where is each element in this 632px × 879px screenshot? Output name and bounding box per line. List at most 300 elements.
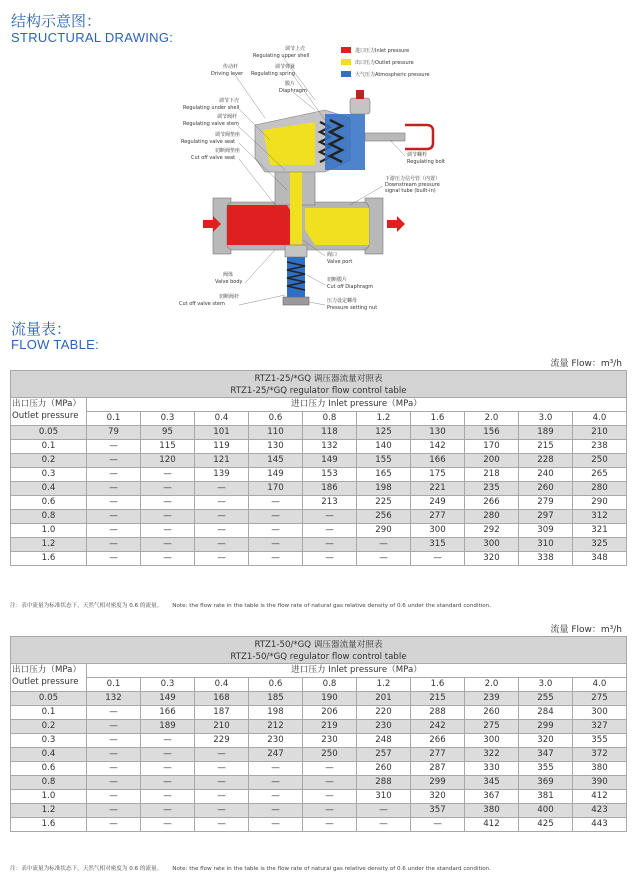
outlet-pressure-cell: 0.2 bbox=[11, 720, 87, 734]
callout-setting-nut-cn: 压力设定螺母 bbox=[327, 298, 358, 304]
callout-valve-port-en: Valve port bbox=[327, 259, 353, 265]
flow-value-cell: 380 bbox=[573, 762, 627, 776]
flow-value-cell: 330 bbox=[465, 762, 519, 776]
legend-swatch-inlet bbox=[341, 47, 351, 53]
table-title-cn: RTZ1-50/*GQ 调压器流量对照表 bbox=[254, 639, 383, 650]
flow-value-cell: 118 bbox=[303, 426, 357, 440]
flow-value-cell: 130 bbox=[249, 440, 303, 454]
outlet-header-cn: 出口压力（MPa） bbox=[12, 665, 82, 675]
legend-outlet: 出口压力Outlet pressure bbox=[355, 60, 414, 66]
flow-value-cell: 299 bbox=[411, 776, 465, 790]
flow-value-cell: 400 bbox=[519, 804, 573, 818]
table-row bbox=[11, 440, 627, 454]
legend-atmospheric: 大气压力Atmospheric pressure bbox=[355, 72, 430, 78]
flow-value-cell: 149 bbox=[303, 454, 357, 468]
table-title-row bbox=[11, 371, 627, 398]
flow-value-cell: 320 bbox=[411, 790, 465, 804]
inlet-col: 3.0 bbox=[519, 412, 573, 426]
flow-value-cell: 250 bbox=[573, 454, 627, 468]
inlet-col: 4.0 bbox=[573, 678, 627, 692]
flow-value-cell: 142 bbox=[411, 440, 465, 454]
inlet-col: 0.3 bbox=[141, 412, 195, 426]
flow-value-cell: — bbox=[195, 552, 249, 566]
flow-value-cell: 79 bbox=[87, 426, 141, 440]
flow-value-cell: 228 bbox=[519, 454, 573, 468]
flow-value-cell: 315 bbox=[411, 538, 465, 552]
flow-value-cell: 265 bbox=[573, 468, 627, 482]
flow-value-cell: — bbox=[303, 762, 357, 776]
inlet-values-row bbox=[11, 678, 627, 692]
flow-value-cell: — bbox=[87, 510, 141, 524]
table1-note bbox=[10, 601, 491, 609]
table-row bbox=[11, 468, 627, 482]
flow-value-cell: 367 bbox=[465, 790, 519, 804]
flow-value-cell: 412 bbox=[573, 790, 627, 804]
flow-value-cell: 266 bbox=[465, 496, 519, 510]
flow-value-cell: 215 bbox=[519, 440, 573, 454]
flow-value-cell: — bbox=[141, 538, 195, 552]
inlet-header-row bbox=[11, 664, 627, 678]
legend-inlet: 进口压力Inlet pressure bbox=[355, 48, 410, 54]
table-row bbox=[11, 538, 627, 552]
outlet-pressure-cell: 0.6 bbox=[11, 762, 87, 776]
flow-value-cell: 320 bbox=[519, 734, 573, 748]
callout-bolt-cn: 调节螺栓 bbox=[407, 152, 428, 158]
flow-value-cell: 166 bbox=[411, 454, 465, 468]
inlet-col: 0.4 bbox=[195, 678, 249, 692]
outlet-pressure-header bbox=[11, 664, 87, 692]
flow-value-cell: — bbox=[141, 734, 195, 748]
flow-value-cell: 277 bbox=[411, 748, 465, 762]
flow-value-cell: — bbox=[249, 818, 303, 832]
flow-value-cell: 190 bbox=[303, 692, 357, 706]
flow-value-cell: 357 bbox=[411, 804, 465, 818]
flow-heading-cn: 流量表： bbox=[11, 320, 72, 338]
table-row bbox=[11, 706, 627, 720]
table-row bbox=[11, 454, 627, 468]
flow-value-cell: 170 bbox=[465, 440, 519, 454]
flow-value-cell: 155 bbox=[357, 454, 411, 468]
inlet-col: 4.0 bbox=[573, 412, 627, 426]
note-en: Note: the flow rate in the table is the flow rate of natural gas relative density of 0.6 under the standard condition. bbox=[172, 866, 491, 872]
outlet-pressure-cell: 0.1 bbox=[11, 440, 87, 454]
flow-value-cell: — bbox=[303, 804, 357, 818]
inlet-col: 0.8 bbox=[303, 412, 357, 426]
flow-value-cell: 189 bbox=[141, 720, 195, 734]
table-row bbox=[11, 482, 627, 496]
note-cn: 注：表中流量为标准状态下，天然气相对密度为 0.6 的流量。 bbox=[10, 603, 163, 609]
flow-value-cell: 110 bbox=[249, 426, 303, 440]
callout-bolt-en: Regulating bolt bbox=[407, 159, 445, 165]
flow-value-cell: — bbox=[87, 440, 141, 454]
flow-value-cell: — bbox=[87, 776, 141, 790]
flow-value-cell: — bbox=[303, 552, 357, 566]
inlet-col: 0.3 bbox=[141, 678, 195, 692]
flow-value-cell: 275 bbox=[573, 692, 627, 706]
flow-value-cell: 325 bbox=[573, 538, 627, 552]
flow-value-cell: — bbox=[195, 804, 249, 818]
structural-drawing bbox=[175, 40, 475, 325]
flow-value-cell: 381 bbox=[519, 790, 573, 804]
callout-leaders bbox=[235, 57, 405, 305]
flow-value-cell: 290 bbox=[573, 496, 627, 510]
outlet-pressure-cell: 0.2 bbox=[11, 454, 87, 468]
flow-value-cell: 292 bbox=[465, 524, 519, 538]
flow-value-cell: 165 bbox=[357, 468, 411, 482]
table-row bbox=[11, 552, 627, 566]
flow-value-cell: — bbox=[411, 552, 465, 566]
flow-value-cell: — bbox=[357, 804, 411, 818]
flow-value-cell: 322 bbox=[465, 748, 519, 762]
legend-swatch-outlet bbox=[341, 59, 351, 65]
table-row bbox=[11, 496, 627, 510]
flow-value-cell: — bbox=[87, 734, 141, 748]
flow-value-cell: 280 bbox=[465, 510, 519, 524]
flow-value-cell: 101 bbox=[195, 426, 249, 440]
callout-diaphragm-en: Diaphragm bbox=[279, 88, 307, 94]
flow-value-cell: 277 bbox=[411, 510, 465, 524]
flow-value-cell: — bbox=[357, 538, 411, 552]
flow-value-cell: 300 bbox=[411, 524, 465, 538]
flow-value-cell: 249 bbox=[411, 496, 465, 510]
table-title-row bbox=[11, 637, 627, 664]
callout-signal-cn: 下游压力信号管（内置） bbox=[385, 176, 441, 182]
table-body bbox=[11, 692, 627, 832]
flow-value-cell: — bbox=[141, 748, 195, 762]
flow-value-cell: — bbox=[357, 552, 411, 566]
flow-value-cell: — bbox=[87, 552, 141, 566]
flow-value-cell: — bbox=[303, 776, 357, 790]
callout-under-shell-en: Regulating under shell bbox=[183, 105, 240, 111]
callout-spring-en: Regulating spring bbox=[251, 71, 295, 77]
flow-value-cell: 279 bbox=[519, 496, 573, 510]
table2-note bbox=[10, 864, 491, 872]
table-body bbox=[11, 426, 627, 566]
flow-value-cell: 255 bbox=[519, 692, 573, 706]
flow-value-cell: 321 bbox=[573, 524, 627, 538]
table-row bbox=[11, 804, 627, 818]
flow-value-cell: — bbox=[303, 818, 357, 832]
flow-value-cell: 212 bbox=[249, 720, 303, 734]
outlet-header-cn: 出口压力（MPa） bbox=[12, 399, 82, 409]
flow-heading-en: FLOW TABLE: bbox=[11, 337, 100, 352]
flow-value-cell: 201 bbox=[357, 692, 411, 706]
flow-value-cell: 229 bbox=[195, 734, 249, 748]
outlet-pressure-cell: 1.0 bbox=[11, 524, 87, 538]
flow-value-cell: — bbox=[249, 790, 303, 804]
structure-heading-en: STRUCTURAL DRAWING: bbox=[11, 30, 174, 45]
callout-cut-stem-en: Cut off valve stem bbox=[179, 301, 225, 307]
flow-value-cell: 213 bbox=[303, 496, 357, 510]
outlet-pressure-cell: 1.2 bbox=[11, 538, 87, 552]
outlet-pressure-cell: 0.05 bbox=[11, 426, 87, 440]
flow-value-cell: — bbox=[195, 818, 249, 832]
flow-value-cell: 206 bbox=[303, 706, 357, 720]
flow-value-cell: 220 bbox=[357, 706, 411, 720]
flow-value-cell: — bbox=[249, 776, 303, 790]
inlet-col: 2.0 bbox=[465, 678, 519, 692]
flow-value-cell: 412 bbox=[465, 818, 519, 832]
callout-valve-stem-en: Regulating valve stem bbox=[183, 121, 239, 127]
flow-value-cell: — bbox=[87, 720, 141, 734]
flow-value-cell: 248 bbox=[357, 734, 411, 748]
table-row bbox=[11, 720, 627, 734]
flow-value-cell: 247 bbox=[249, 748, 303, 762]
flow-value-cell: 145 bbox=[249, 454, 303, 468]
callout-cut-diaphragm-cn: 切断膜片 bbox=[327, 277, 348, 283]
outlet-pressure-cell: 0.6 bbox=[11, 496, 87, 510]
outlet-pressure-cell: 0.4 bbox=[11, 748, 87, 762]
inlet-col: 3.0 bbox=[519, 678, 573, 692]
callout-cut-stem-cn: 切断阀杆 bbox=[219, 294, 240, 300]
flow-value-cell: 200 bbox=[465, 454, 519, 468]
flow-value-cell: 156 bbox=[465, 426, 519, 440]
flow-value-cell: 297 bbox=[519, 510, 573, 524]
outlet-pressure-cell: 1.0 bbox=[11, 790, 87, 804]
flow-value-cell: 185 bbox=[249, 692, 303, 706]
flow-value-cell: 287 bbox=[411, 762, 465, 776]
flow-value-cell: — bbox=[249, 524, 303, 538]
flow-value-cell: — bbox=[141, 496, 195, 510]
flow-value-cell: 355 bbox=[573, 734, 627, 748]
flow-value-cell: — bbox=[357, 818, 411, 832]
flow-table-rtz1-50 bbox=[10, 636, 627, 832]
flow-value-cell: 300 bbox=[465, 734, 519, 748]
flow-value-cell: 309 bbox=[519, 524, 573, 538]
outlet-pressure-cell: 0.05 bbox=[11, 692, 87, 706]
flow-value-cell: 299 bbox=[519, 720, 573, 734]
flow-value-cell: 218 bbox=[465, 468, 519, 482]
flow-value-cell: 225 bbox=[357, 496, 411, 510]
flow-value-cell: — bbox=[195, 748, 249, 762]
flow-value-cell: 345 bbox=[465, 776, 519, 790]
callout-under-shell-cn: 调节下壳 bbox=[219, 98, 240, 104]
table-row bbox=[11, 790, 627, 804]
outlet-pressure-cell: 1.2 bbox=[11, 804, 87, 818]
table-title bbox=[11, 637, 627, 664]
flow-value-cell: 372 bbox=[573, 748, 627, 762]
flow-value-cell: 250 bbox=[303, 748, 357, 762]
flow-value-cell: — bbox=[141, 818, 195, 832]
flow-value-cell: 338 bbox=[519, 552, 573, 566]
table-title-en: RTZ1-50/*GQ regulator flow control table bbox=[230, 651, 407, 662]
inlet-col: 1.2 bbox=[357, 412, 411, 426]
flow-value-cell: — bbox=[87, 454, 141, 468]
flow-value-cell: 242 bbox=[411, 720, 465, 734]
flow-value-cell: 380 bbox=[465, 804, 519, 818]
flow-value-cell: — bbox=[303, 510, 357, 524]
flow-value-cell: — bbox=[87, 706, 141, 720]
flow-value-cell: — bbox=[141, 790, 195, 804]
flow-value-cell: 235 bbox=[465, 482, 519, 496]
flow-value-cell: 320 bbox=[465, 552, 519, 566]
flow-value-cell: 425 bbox=[519, 818, 573, 832]
flow-value-cell: 348 bbox=[573, 552, 627, 566]
note-en: Note: the flow rate in the table is the flow rate of natural gas relative density of 0.6 under the standard condition. bbox=[172, 603, 491, 609]
inlet-values-row bbox=[11, 412, 627, 426]
outlet-header-en: Outlet pressure bbox=[12, 411, 79, 421]
table-title bbox=[11, 371, 627, 398]
flow-value-cell: 210 bbox=[195, 720, 249, 734]
flow-value-cell: — bbox=[303, 790, 357, 804]
table-row bbox=[11, 524, 627, 538]
callout-cutoff-seat-cn: 切断阀垫座 bbox=[215, 148, 241, 154]
inlet-col: 0.1 bbox=[87, 412, 141, 426]
structure-heading-cn: 结构示意图： bbox=[11, 12, 102, 30]
flow-value-cell: 310 bbox=[519, 538, 573, 552]
flow-value-cell: 170 bbox=[249, 482, 303, 496]
table-row bbox=[11, 734, 627, 748]
table-title-en: RTZ1-25/*GQ regulator flow control table bbox=[230, 385, 407, 396]
flow-value-cell: — bbox=[141, 524, 195, 538]
flow-value-cell: 198 bbox=[249, 706, 303, 720]
outlet-pressure-cell: 0.3 bbox=[11, 468, 87, 482]
flow-value-cell: — bbox=[303, 524, 357, 538]
flow-value-cell: 423 bbox=[573, 804, 627, 818]
flow-value-cell: 125 bbox=[357, 426, 411, 440]
table-row bbox=[11, 776, 627, 790]
flow-value-cell: — bbox=[141, 804, 195, 818]
outlet-pressure-cell: 1.6 bbox=[11, 552, 87, 566]
flow-value-cell: 284 bbox=[519, 706, 573, 720]
legend-swatch-atmospheric bbox=[341, 71, 351, 77]
callout-valve-seat-en: Regulating valve seat bbox=[181, 139, 236, 145]
flow-value-cell: 230 bbox=[249, 734, 303, 748]
callout-driving-lever-en: Driving lever bbox=[211, 71, 244, 77]
callout-signal-en1: Downstream pressure bbox=[385, 182, 440, 188]
outlet-pressure-cell: 0.1 bbox=[11, 706, 87, 720]
flow-value-cell: 260 bbox=[357, 762, 411, 776]
pressure-legend bbox=[341, 47, 430, 78]
flow-value-cell: — bbox=[141, 552, 195, 566]
flow-table-rtz1-25 bbox=[10, 370, 627, 566]
flow-value-cell: 310 bbox=[357, 790, 411, 804]
flow-value-cell: — bbox=[195, 790, 249, 804]
flow-value-cell: 121 bbox=[195, 454, 249, 468]
flow-value-cell: — bbox=[87, 524, 141, 538]
callout-upper-shell-cn: 调节上壳 bbox=[285, 46, 306, 52]
callout-cutoff-seat-en: Cut off valve seat bbox=[191, 155, 236, 161]
flow-value-cell: 215 bbox=[411, 692, 465, 706]
outlet-header-en: Outlet pressure bbox=[12, 677, 79, 687]
table-row bbox=[11, 426, 627, 440]
flow-value-cell: — bbox=[87, 790, 141, 804]
flow-value-cell: 290 bbox=[357, 524, 411, 538]
table2-unit: 流量 Flow：m³/h bbox=[550, 625, 622, 635]
inlet-col: 1.6 bbox=[411, 412, 465, 426]
flow-value-cell: — bbox=[87, 748, 141, 762]
callout-cut-diaphragm-en: Cut off Diaphragm bbox=[327, 284, 374, 290]
callout-body-cn: 阀体 bbox=[223, 272, 234, 278]
flow-value-cell: 280 bbox=[573, 482, 627, 496]
flow-value-cell: 189 bbox=[519, 426, 573, 440]
flow-value-cell: 219 bbox=[303, 720, 357, 734]
table-row bbox=[11, 510, 627, 524]
callout-setting-nut-en: Pressure setting nut bbox=[327, 305, 378, 311]
flow-value-cell: 166 bbox=[141, 706, 195, 720]
flow-value-cell: 266 bbox=[411, 734, 465, 748]
flow-value-cell: — bbox=[195, 482, 249, 496]
flow-value-cell: — bbox=[87, 482, 141, 496]
flow-value-cell: 198 bbox=[357, 482, 411, 496]
table-row bbox=[11, 818, 627, 832]
flow-value-cell: — bbox=[195, 762, 249, 776]
flow-value-cell: 312 bbox=[573, 510, 627, 524]
flow-value-cell: 238 bbox=[573, 440, 627, 454]
flow-value-cell: 210 bbox=[573, 426, 627, 440]
flow-value-cell: — bbox=[249, 538, 303, 552]
regulator-diagram bbox=[175, 40, 475, 325]
flow-value-cell: — bbox=[195, 538, 249, 552]
callout-signal-en2: signal tube (built-in) bbox=[385, 188, 436, 194]
flow-value-cell: — bbox=[141, 482, 195, 496]
callout-driving-lever-cn: 传动杆 bbox=[223, 64, 239, 70]
inlet-col: 0.1 bbox=[87, 678, 141, 692]
flow-value-cell: — bbox=[249, 762, 303, 776]
flow-value-cell: 130 bbox=[411, 426, 465, 440]
inlet-pressure-header: 进口压力 Inlet pressure（MPa） bbox=[87, 398, 627, 412]
flow-value-cell: 260 bbox=[465, 706, 519, 720]
flow-value-cell: 120 bbox=[141, 454, 195, 468]
flow-value-cell: 230 bbox=[303, 734, 357, 748]
flow-value-cell: — bbox=[411, 818, 465, 832]
callout-diaphragm-cn: 膜片 bbox=[285, 81, 296, 87]
flow-value-cell: 257 bbox=[357, 748, 411, 762]
flow-value-cell: 132 bbox=[303, 440, 357, 454]
inlet-col: 1.2 bbox=[357, 678, 411, 692]
flow-value-cell: — bbox=[87, 538, 141, 552]
inlet-col: 0.6 bbox=[249, 678, 303, 692]
outlet-pressure-cell: 0.4 bbox=[11, 482, 87, 496]
flow-value-cell: — bbox=[303, 538, 357, 552]
flow-value-cell: — bbox=[141, 468, 195, 482]
flow-value-cell: 443 bbox=[573, 818, 627, 832]
flow-value-cell: 240 bbox=[519, 468, 573, 482]
flow-value-cell: 149 bbox=[141, 692, 195, 706]
outlet-pressure-cell: 0.3 bbox=[11, 734, 87, 748]
flow-value-cell: 149 bbox=[249, 468, 303, 482]
inlet-col: 0.4 bbox=[195, 412, 249, 426]
flow-value-cell: 95 bbox=[141, 426, 195, 440]
flow-value-cell: 153 bbox=[303, 468, 357, 482]
flow-value-cell: 355 bbox=[519, 762, 573, 776]
flow-value-cell: — bbox=[87, 496, 141, 510]
flow-value-cell: 327 bbox=[573, 720, 627, 734]
table1-unit: 流量 Flow：m³/h bbox=[550, 359, 622, 369]
flow-value-cell: 139 bbox=[195, 468, 249, 482]
flow-value-cell: — bbox=[195, 776, 249, 790]
callout-body-en: Valve body bbox=[215, 279, 243, 285]
note-cn: 注：表中流量为标准状态下，天然气相对密度为 0.6 的流量。 bbox=[10, 866, 163, 872]
flow-value-cell: 288 bbox=[357, 776, 411, 790]
outlet-pressure-cell: 0.8 bbox=[11, 510, 87, 524]
flow-value-cell: — bbox=[195, 510, 249, 524]
flow-value-cell: 275 bbox=[465, 720, 519, 734]
callout-valve-stem-cn: 调节阀杆 bbox=[217, 114, 238, 120]
flow-value-cell: — bbox=[249, 552, 303, 566]
outlet-pressure-cell: 1.6 bbox=[11, 818, 87, 832]
flow-value-cell: 347 bbox=[519, 748, 573, 762]
inlet-header-row bbox=[11, 398, 627, 412]
flow-value-cell: — bbox=[195, 524, 249, 538]
flow-value-cell: — bbox=[87, 762, 141, 776]
flow-value-cell: — bbox=[195, 496, 249, 510]
outlet-pressure-header bbox=[11, 398, 87, 426]
flow-value-cell: — bbox=[141, 510, 195, 524]
flow-value-cell: — bbox=[249, 804, 303, 818]
flow-value-cell: 300 bbox=[465, 538, 519, 552]
flow-value-cell: 369 bbox=[519, 776, 573, 790]
